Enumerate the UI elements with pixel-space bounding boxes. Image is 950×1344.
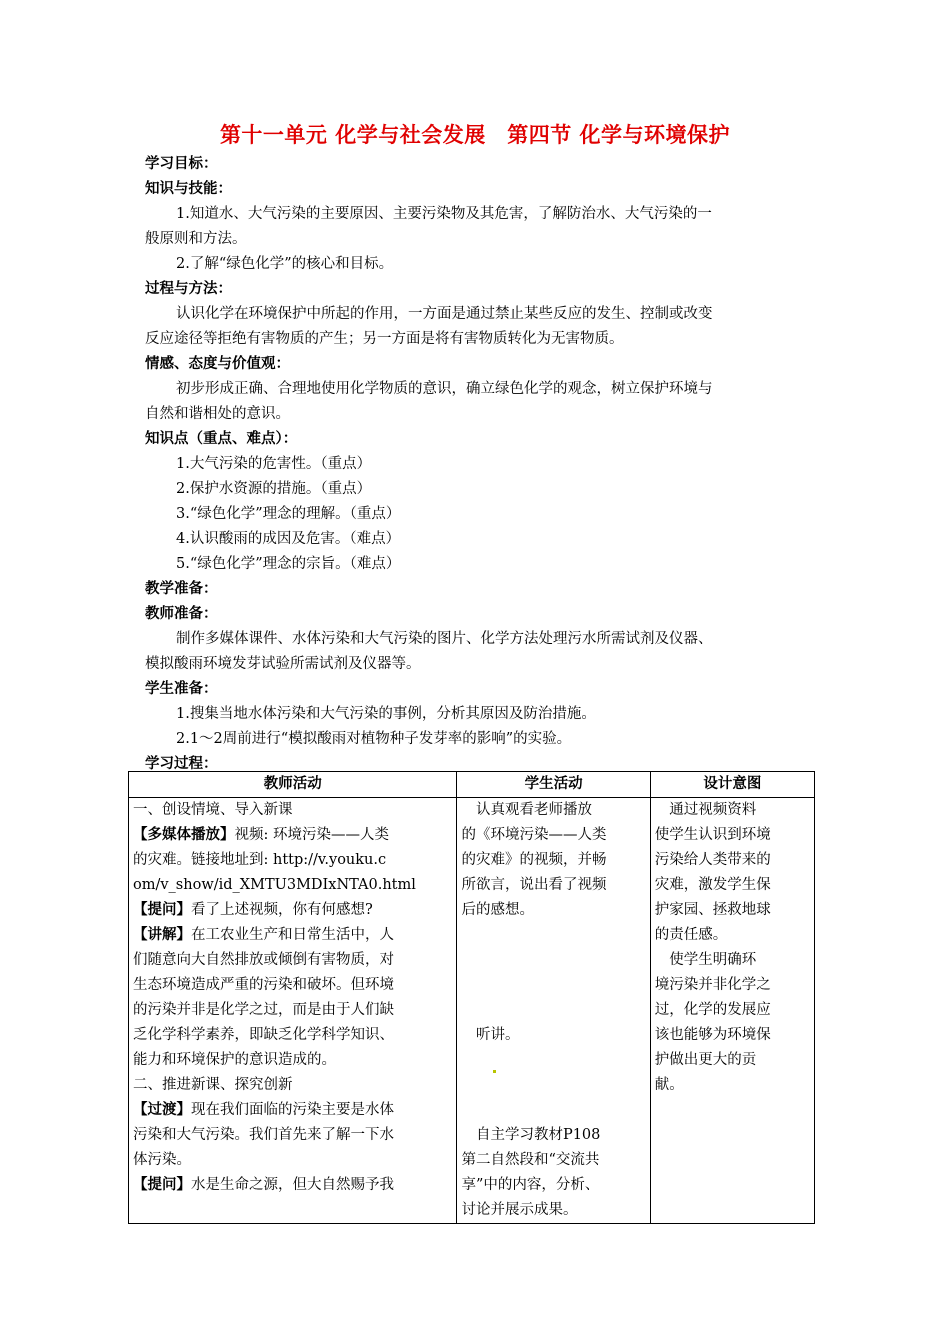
table-row — [129, 798, 815, 1224]
teacher-activity-line — [133, 1123, 452, 1148]
design-intent-line: 境污染并非化学之 — [654, 977, 771, 993]
student-prep-heading: 学生准备： — [145, 681, 218, 697]
teacher-activity-line — [133, 1098, 452, 1123]
activity-text: 二、推进新课、探究创新 — [133, 1077, 293, 1093]
teacher-prep-heading: 教师准备： — [145, 606, 218, 622]
student-activity-line — [461, 948, 645, 973]
teacher-activity-line — [133, 1073, 452, 1098]
teacher-activity-cell — [129, 798, 457, 1224]
point-item: 2.保护水资源的措施。（重点） — [176, 481, 372, 497]
design-intent-line: 使学生认识到环境 — [654, 827, 771, 843]
teacher-activity-line — [133, 973, 452, 998]
design-intent-line: 污染给人类带来的 — [654, 852, 771, 868]
student-activity-line: 享”中的内容，分析、 — [461, 1177, 600, 1193]
activity-text: 看了上述视频，你有何感想? — [191, 902, 373, 918]
activity-text: 在工农业生产和日常生活中，人 — [191, 927, 394, 943]
activity-tag: 【提问】 — [133, 902, 191, 918]
table-header-row — [129, 772, 815, 798]
student-prep-item: 2.1～2周前进行“模拟酸雨对植物种子发芽率的影响”的实验。 — [176, 731, 572, 747]
process-line: 认识化学在环境保护中所起的作用，一方面是通过禁止某些反应的发生、控制或改变 — [176, 306, 713, 322]
knowledge-item: 1.知道水、大气污染的主要原因、主要污染物及其危害，了解防治水、大气污染的一 — [176, 206, 712, 222]
emotion-line: 自然和谐相处的意识。 — [145, 406, 290, 422]
design-intent-line: 使学生明确环 — [654, 952, 757, 968]
activity-text: 乏化学科学素养，即缺乏化学科学知识、 — [133, 1027, 394, 1043]
process-table-heading: 学习过程： — [145, 756, 218, 772]
design-intent-line: 护做出更大的贡 — [654, 1052, 757, 1068]
design-intent-line: 献。 — [654, 1077, 684, 1093]
teacher-prep-line: 模拟酸雨环境发芽试验所需试剂及仪器等。 — [145, 656, 421, 672]
activity-tag: 【提问】 — [133, 1177, 191, 1193]
emotion-heading: 情感、态度与价值观： — [145, 356, 290, 372]
points-heading: 知识点（重点、难点）： — [145, 431, 298, 447]
header-design-intent: 设计意图 — [650, 772, 814, 798]
point-item: 3.“绿色化学”理念的理解。（重点） — [176, 506, 401, 522]
point-item: 4.认识酸雨的成因及危害。（难点） — [176, 531, 401, 547]
activity-tag: 【多媒体播放】 — [133, 827, 235, 843]
point-item: 1.大气污染的危害性。（重点） — [176, 456, 372, 472]
teacher-activity-line — [133, 1148, 452, 1173]
activity-text: 能力和环境保护的意识造成的。 — [133, 1052, 336, 1068]
student-activity-line: 讨论并展示成果。 — [461, 1202, 578, 1218]
knowledge-item-continued: 般原则和方法。 — [145, 231, 247, 247]
point-item: 5.“绿色化学”理念的宗旨。（难点） — [176, 556, 401, 572]
student-activity-line: 后的感想。 — [461, 902, 534, 918]
stray-mark — [493, 1070, 496, 1073]
activity-text: 视频: 环境污染——人类 — [234, 827, 389, 843]
header-teacher-activity: 教师活动 — [129, 772, 457, 798]
lesson-plan-body — [145, 152, 815, 777]
design-intent-cell — [650, 798, 814, 1224]
student-activity-line: 自主学习教材P108 — [461, 1127, 601, 1143]
student-activity-cell — [457, 798, 650, 1224]
process-line: 反应途径等拒绝有害物质的产生；另一方面是将有害物质转化为无害物质。 — [145, 331, 624, 347]
activity-text: 的灾难。链接地址到: http://v.youku.c — [133, 852, 387, 868]
teacher-activity-line — [133, 998, 452, 1023]
teacher-activity-line — [133, 798, 452, 823]
header-student-activity: 学生活动 — [457, 772, 650, 798]
design-intent-line: 护家园、拯救地球 — [654, 902, 771, 918]
teacher-activity-line — [133, 823, 452, 848]
design-intent-line: 灾难，激发学生保 — [654, 877, 771, 893]
student-prep-item: 1.搜集当地水体污染和大气污染的事例，分析其原因及防治措施。 — [176, 706, 596, 722]
teacher-activity-line — [133, 898, 452, 923]
objectives-heading: 学习目标： — [145, 156, 218, 172]
activity-text: 一、创设情境、导入新课 — [133, 802, 293, 818]
teaching-prep-heading: 教学准备： — [145, 581, 218, 597]
activity-text: om/v_show/id_XMTU3MDIxNTA0.html — [133, 877, 416, 893]
teacher-activity-line — [133, 1023, 452, 1048]
teacher-activity-line — [133, 873, 452, 898]
teacher-activity-line — [133, 1173, 452, 1198]
student-activity-line — [461, 973, 645, 998]
student-activity-line: 第二自然段和“交流共 — [461, 1152, 600, 1168]
activity-text: 体污染。 — [133, 1152, 191, 1168]
activity-text: 的污染并非是化学之过，而是由于人们缺 — [133, 1002, 394, 1018]
activity-text: 现在我们面临的污染主要是水体 — [191, 1102, 394, 1118]
activity-text: 们随意向大自然排放或倾倒有害物质，对 — [133, 952, 394, 968]
design-intent-line: 的责任感。 — [654, 927, 728, 943]
activity-text: 水是生命之源，但大自然赐予我 — [191, 1177, 394, 1193]
teacher-prep-line: 制作多媒体课件、水体污染和大气污染的图片、化学方法处理污水所需试剂及仪器、 — [176, 631, 713, 647]
student-activity-line — [461, 998, 645, 1023]
document-title: 第十一单元 化学与社会发展 第四节 化学与环境保护 — [219, 123, 731, 147]
activity-tag: 【过渡】 — [133, 1102, 191, 1118]
student-activity-line: 所欲言，说出看了视频 — [461, 877, 607, 893]
student-activity-line — [461, 1073, 645, 1098]
student-activity-line — [461, 1048, 645, 1073]
student-activity-line — [461, 923, 645, 948]
activity-text: 生态环境造成严重的污染和破坏。但环境 — [133, 977, 394, 993]
student-activity-line: 的灾难》的视频，并畅 — [461, 852, 607, 868]
student-activity-line: 的《环境污染——人类 — [461, 827, 607, 843]
student-activity-line — [461, 1098, 645, 1123]
activity-tag: 【讲解】 — [133, 927, 191, 943]
design-intent-line: 该也能够为环境保 — [654, 1027, 771, 1043]
activity-text: 污染和大气污染。我们首先来了解一下水 — [133, 1127, 394, 1143]
teacher-activity-line — [133, 923, 452, 948]
teacher-activity-line — [133, 1048, 452, 1073]
knowledge-item: 2.了解“绿色化学”的核心和目标。 — [176, 256, 394, 272]
emotion-line: 初步形成正确、合理地使用化学物质的意识，确立绿色化学的观念，树立保护环境与 — [176, 381, 713, 397]
knowledge-heading: 知识与技能： — [145, 181, 232, 197]
process-heading: 过程与方法： — [145, 281, 232, 297]
learning-process-table — [128, 771, 815, 1224]
teacher-activity-line — [133, 848, 452, 873]
student-activity-line: 听讲。 — [461, 1027, 520, 1043]
design-intent-line: 过，化学的发展应 — [654, 1002, 771, 1018]
design-intent-line: 通过视频资料 — [654, 802, 757, 818]
student-activity-line: 认真观看老师播放 — [461, 802, 592, 818]
teacher-activity-line — [133, 948, 452, 973]
